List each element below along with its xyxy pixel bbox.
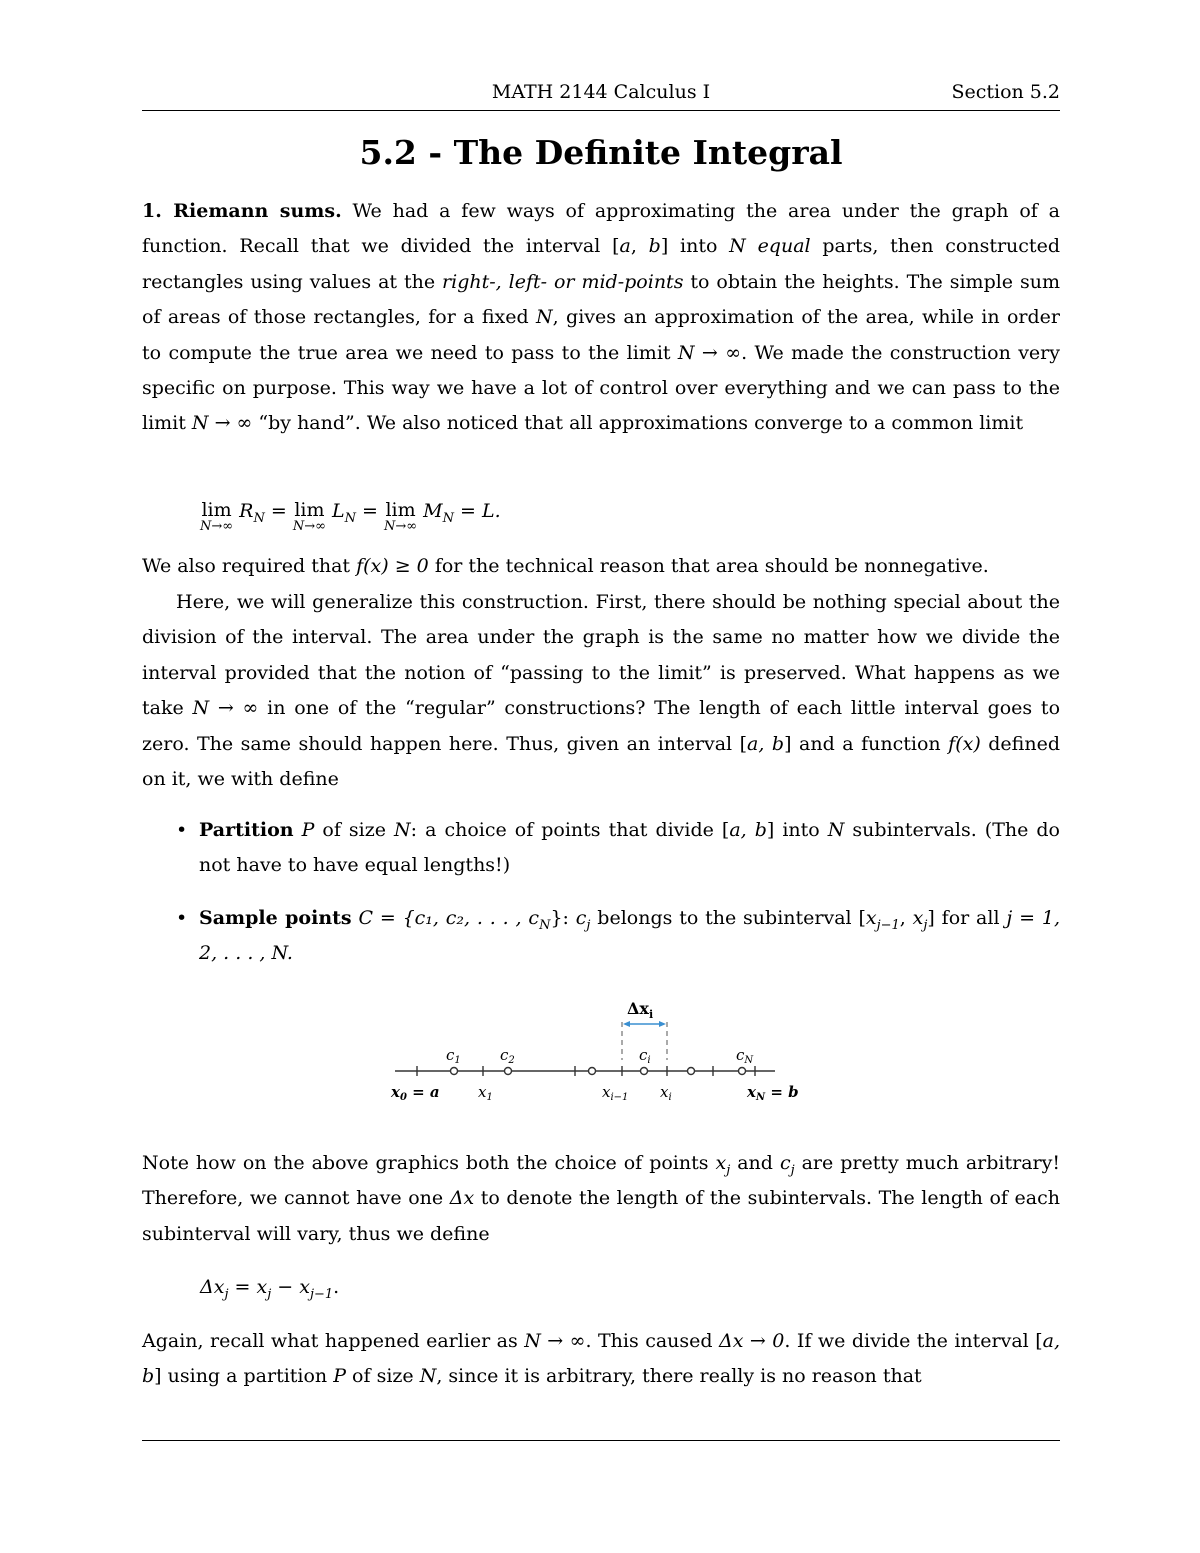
text: “by hand”. We also noticed that all approximations converge to a common limit — [252, 412, 1024, 435]
partition-diagram — [385, 990, 815, 1115]
text: parts, then constructed rectangles using values at the — [142, 235, 1060, 293]
page-header — [142, 78, 1060, 111]
footer-rule — [142, 1440, 1060, 1441]
delta-x-definition: $\Delta x_j = x_j - x_{j-1}$. — [200, 1276, 340, 1302]
math: N → ∞ — [677, 341, 742, 364]
section-heading: 1. Riemann sums. — [142, 200, 342, 222]
paragraph-arbitrary-points: Note how on the above graphics both the choice of points $x_j$ and $c_j$ are pretty much arbitrary! Therefore, we cannot have one Δx to denote the length of the subintervals. The length of each subinterval will vary, thus we define — [142, 1152, 1060, 1245]
c1-label: $c_1$ — [446, 1046, 461, 1066]
paragraph-generalize: Here, we will generalize this construction. First, there should be nothing special about the division of the interval. The area under the graph is the same no matter how we divide the interval provided that the notion of “passing to the limit” is preserved. What happens as we take N → ∞ in one of the “regular” constructions? The length of each little interval goes to zero. The same should happen here. Thus, given an interval [a, b] and a function f(x) defined on it, we with define — [142, 591, 1061, 791]
xi-label: $x_i$ — [660, 1083, 672, 1103]
list-item-partition: • Partition P of size N: a choice of points that divide [a, b] into N subintervals. (The do not have to have equal lengths!) — [142, 813, 1060, 884]
xi-1-label: $x_{i-1}$ — [602, 1083, 629, 1103]
ci-label: $c_i$ — [639, 1046, 651, 1066]
xN-label: $x_N = b$ — [747, 1083, 799, 1103]
cN-label: $c_N$ — [736, 1046, 754, 1066]
math: N — [729, 235, 746, 258]
text: ] into — [660, 235, 730, 258]
limit-operator: lim N→∞ — [292, 499, 326, 534]
paragraph-nonnegative: We also required that f(x) ≥ 0 for the technical reason that area should be nonnegative. — [142, 555, 989, 577]
math: b — [648, 235, 661, 258]
x0-label: $x_0 = a$ — [391, 1083, 440, 1103]
limit-operator: lim N→∞ — [200, 499, 234, 534]
math: N → ∞ — [191, 412, 253, 435]
math: a — [619, 235, 631, 258]
limit-equation: lim N→∞ $R_N = \lim$ N→∞ $L_N = \lim$ N→∞ $M_N = L$. — [200, 499, 501, 534]
section-label: Section 5.2 — [951, 81, 1060, 103]
limit-operator: lim N→∞ — [384, 499, 418, 534]
text: , gives an approximation of the area, while in order to compute the true area we need to pass to the limit — [142, 306, 1060, 364]
delta-x-label: $\Delta x_i$ — [627, 999, 654, 1021]
bullet-icon: • — [176, 819, 188, 841]
course-title: MATH 2144 Calculus I — [491, 81, 711, 103]
page-title: 5.2 - The Definite Integral — [359, 133, 843, 172]
x1-label: $x_1$ — [478, 1083, 493, 1103]
list-item-sample-points: • Sample points C = {c₁, c₂, . . . , $c_N$}: $c_j$ belongs to the subinterval [$x_{j-1}$, $x_j$] for all j = 1, 2, . . . , N. — [142, 901, 1060, 972]
emphasis: equal — [757, 235, 811, 258]
text: . We made the construction very specific on purpose. This way we have a lot of control over everything and we can pass to the limit — [142, 341, 1060, 435]
text: to obtain the heights. The simple sum of areas of those rectangles, for a fixed — [142, 270, 1061, 329]
paragraph-riemann-sums — [142, 194, 1060, 442]
bullet-icon: • — [176, 907, 188, 929]
paragraph-again: Again, recall what happened earlier as N → ∞. This caused Δx → 0. If we divide the interval [a, b] using a partition P of size N, since it is arbitrary, there really is no reason that — [142, 1330, 1061, 1388]
math: N — [536, 306, 553, 329]
text: We had a few ways of approximating the area under the graph of a function. Recall that we divided the interval [ — [142, 200, 1060, 258]
text: , — [630, 235, 649, 258]
emphasis: right-, left- or mid-points — [442, 270, 684, 293]
c2-label: $c_2$ — [500, 1046, 515, 1066]
